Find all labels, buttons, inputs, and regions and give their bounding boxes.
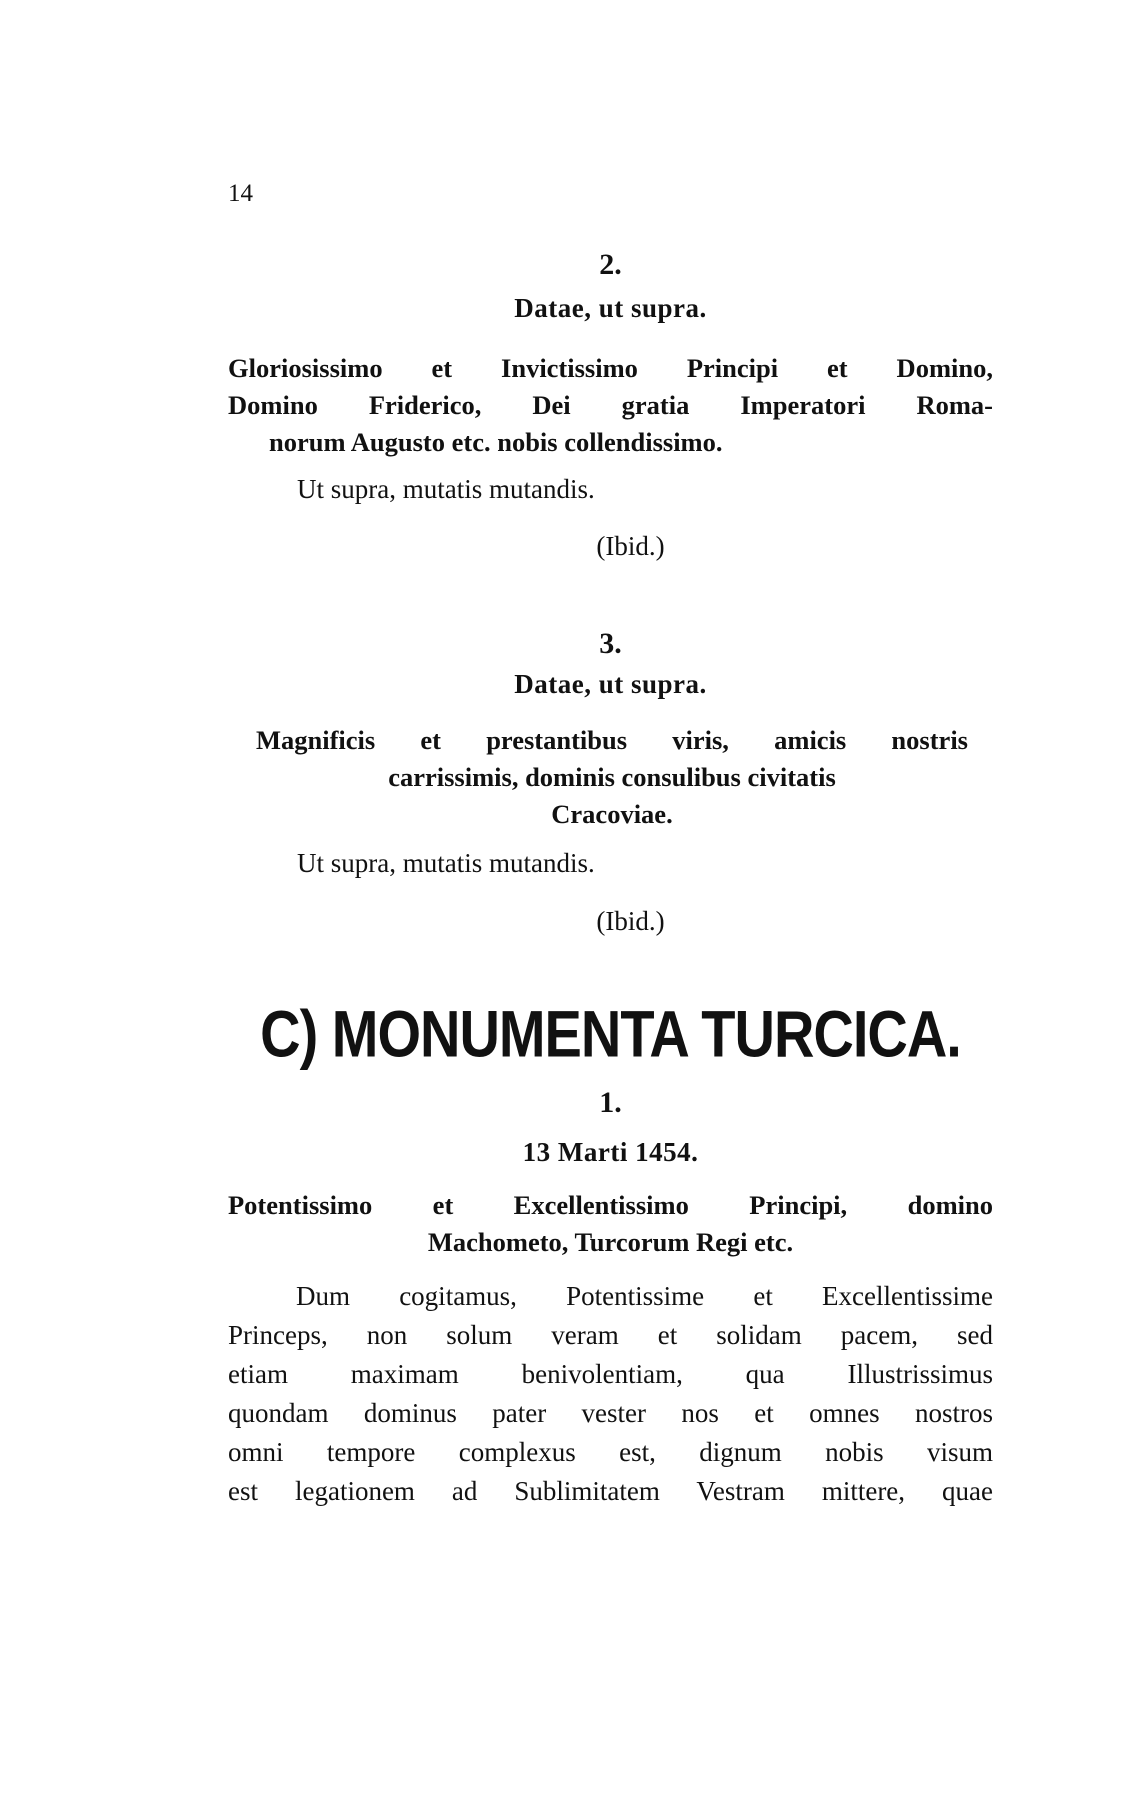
address-line: Domino Friderico, Dei gratia Imperatori Roma- [228, 390, 993, 420]
section-2-text: Ut supra, mutatis mutandis. [297, 474, 595, 504]
section-1-address [228, 1187, 993, 1261]
body-line: quondam dominus pater vester nos et omnes nostros [228, 1398, 993, 1428]
address-line: carrissimis, dominis consulibus civitatis [388, 762, 836, 792]
address-line: Potentissimo et Excellentissimo Principi, domino [228, 1190, 993, 1220]
section-3-number: 3. [599, 627, 622, 660]
section-2-number: 2. [599, 248, 622, 281]
body-line: etiam maximam benivolentiam, qua Illustrissimus [228, 1359, 993, 1389]
body-line: omni tempore complexus est, dignum nobis visum [228, 1437, 993, 1467]
section-2-address [228, 350, 993, 461]
section-heading: C) MONUMENTA TURCICA. [260, 996, 961, 1071]
address-line: Cracoviae. [551, 799, 673, 829]
body-line: Dum cogitamus, Potentissime et Excellentissime [296, 1281, 993, 1311]
address-line: Magnificis et prestantibus viris, amicis nostris [256, 725, 968, 755]
section-1-date: 13 Marti 1454. [522, 1137, 699, 1167]
body-line: est legationem ad Sublimitatem Vestram mittere, quae [228, 1476, 993, 1506]
section-3-source: (Ibid.) [596, 906, 665, 936]
letter-body [228, 1277, 993, 1511]
section-3-date: Datae, ut supra. [514, 669, 707, 699]
address-line: Gloriosissimo et Invictissimo Principi et Domino, [228, 353, 993, 383]
address-line: norum Augusto etc. nobis collendissimo. [269, 427, 723, 457]
section-3-text: Ut supra, mutatis mutandis. [297, 848, 595, 878]
address-line: Machometo, Turcorum Regi etc. [427, 1227, 794, 1257]
section-2-source: (Ibid.) [596, 531, 665, 561]
section-1-number: 1. [599, 1086, 622, 1119]
section-2-date: Datae, ut supra. [514, 293, 707, 323]
section-3-address [256, 722, 968, 833]
page-number: 14 [228, 180, 253, 207]
body-line: Princeps, non solum veram et solidam pacem, sed [228, 1320, 993, 1350]
